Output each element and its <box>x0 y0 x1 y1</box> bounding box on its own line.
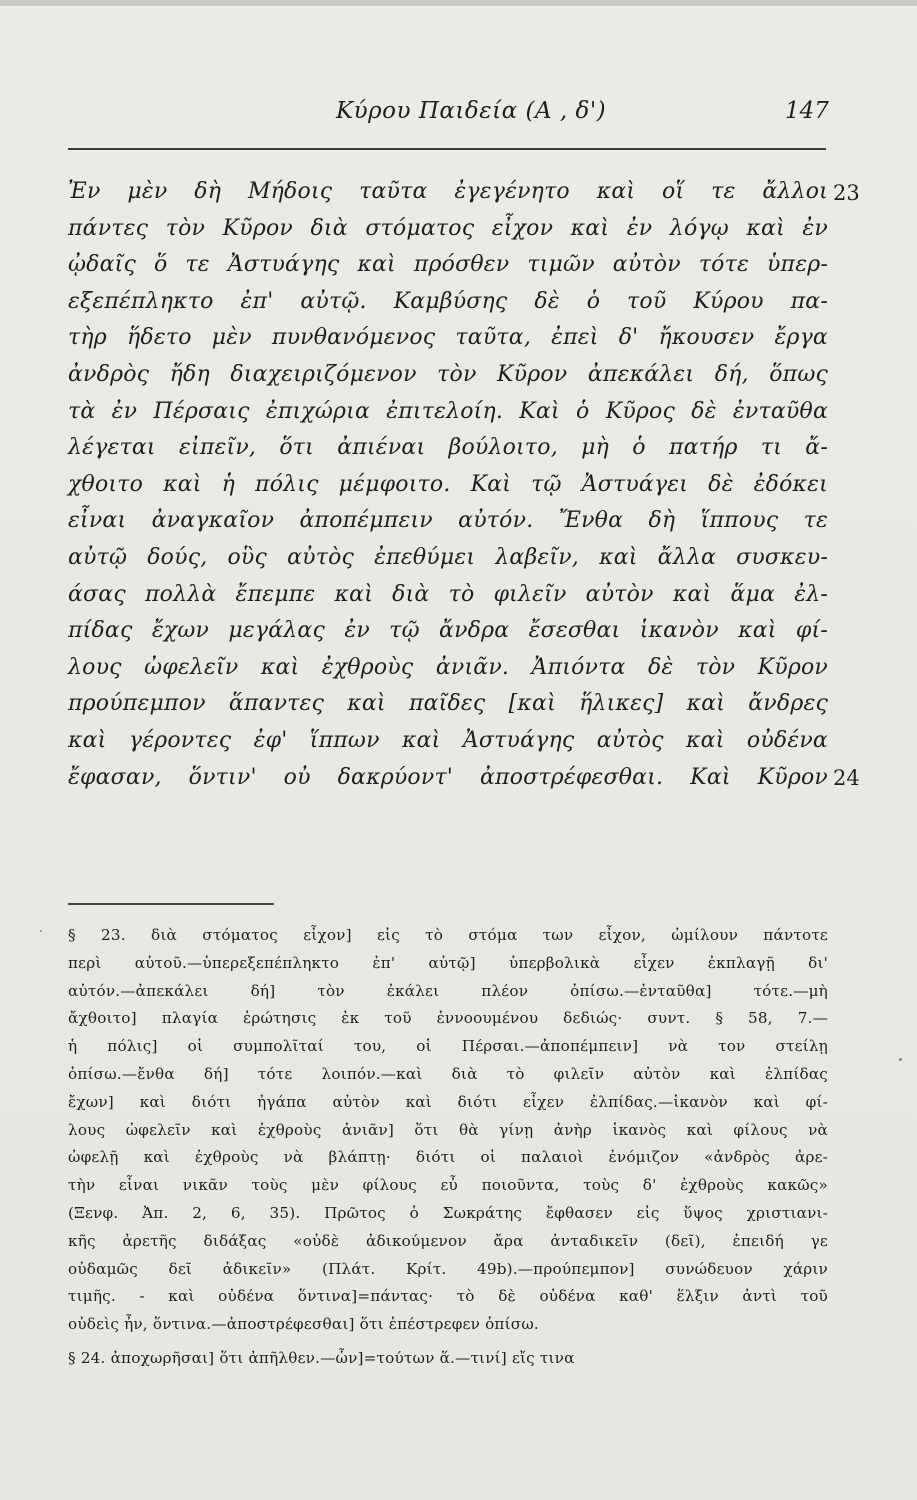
text-line: αὐτῷ δούς, οὓς αὐτὸς ἐπεθύμει λαβεῖν, καὶ ἄλλα συσκευ- <box>68 544 828 570</box>
footnote-line: αὐτόν.—ἀπεκάλει δή] τὸν ἐκάλει πλέον ὀπίσω.—ἐνταῦθα] τότε.—μὴ <box>68 981 828 1000</box>
running-title: Κύρου Παιδεία (Α , δ') <box>336 98 607 124</box>
footnote-line: ἔχων] καὶ διότι ἠγάπα αὐτὸν καὶ διότι εἶχεν ἐλπίδας.—ἱκανὸν καὶ φί- <box>68 1092 828 1111</box>
footnote-line: τὴν εἶναι νικᾶν τοὺς μὲν φίλους εὖ ποιοῦντα, τοὺς δ' ἐχθροὺς κακῶς» <box>68 1176 828 1195</box>
footnote-line: § 23. διὰ στόματος εἶχον] εἰς τὸ στόμα των εἶχον, ὡμίλουν πάντοτε <box>68 926 828 944</box>
text-line: άσας πολλὰ ἔπεμπε καὶ διὰ τὸ φιλεῖν αὐτὸν καὶ ἅμα ἐλ- <box>68 581 828 607</box>
footnote-line: ἡ πόλις] οἱ συμπολῖταί του, οἱ Πέρσαι.—ἀποπέμπειν] νὰ τον στείλῃ <box>68 1037 828 1056</box>
footnotes <box>68 922 828 1373</box>
footnote-line: οὐδαμῶς δεῖ ἀδικεῖν» (Πλάτ. Κρίτ. 49b).—προύπεμπον] συνώδευον χάριν <box>68 1259 828 1278</box>
text-line: πίδας ἔχων μεγάλας ἐν τῷ ἄνδρα ἔσεσθαι ἱκανὸν καὶ φί- <box>68 618 828 644</box>
text-line: Ἐν μὲν δὴ Μήδοις ταῦτα ἐγεγένητο καὶ οἵ τε ἄλλοι <box>68 179 828 204</box>
footnote-line: λους ὠφελεῖν καὶ ἐχθροὺς ἀνιᾶν] ὅτι θὰ γίνῃ ἀνὴρ ἱκανὸς καὶ φίλους νὰ <box>68 1120 828 1139</box>
footnote-line: κῆς ἀρετῆς διδάξας «οὐδὲ ἀδικούμενον ἄρα ἀνταδικεῖν (δεῖ), ἐπειδή γε <box>68 1231 828 1250</box>
footnote-line: § 24. ἀποχωρῆσαι] ὅτι ἀπῆλθεν.—ὧν]=τούτων ἅ.—τινί] εἴς τινα <box>68 1348 575 1367</box>
footnote-line: ὠφελῇ καὶ ἐχθροὺς νὰ βλάπτῃ· διότι οἱ παλαιοὶ ἐνόμιζον «ἀνδρὸς ἀρε- <box>68 1148 828 1167</box>
footnote-line: ἄχθοιτο] πλαγία ἐρώτησις ἐκ τοῦ ἐννοουμένου δεδιώς· συντ. § 58, 7.— <box>68 1009 828 1028</box>
text-line: καὶ γέροντες ἐφ' ἵππων καὶ Ἀστυάγης αὐτὸς καὶ οὐδένα <box>68 727 828 753</box>
section-number-23: 23 <box>833 181 860 205</box>
page-top-edge <box>0 0 917 6</box>
page-number: 147 <box>785 98 829 124</box>
main-text <box>68 174 828 796</box>
footnote-line: τιμῆς. - καὶ οὐδένα ὅντινα]=πάντας· τὸ δὲ οὐδένα καθ' ἕλξιν ἀντὶ τοῦ <box>68 1287 828 1306</box>
text-line: προύπεμπον ἅπαντες καὶ παῖδες [καὶ ἥλικες] καὶ ἄνδρες <box>68 691 828 717</box>
footnote-rule <box>68 903 274 905</box>
text-line: λους ὠφελεῖν καὶ ἐχθροὺς ἀνιᾶν. Ἀπιόντα δὲ τὸν Κῦρον <box>68 654 828 680</box>
text-line: λέγεται εἰπεῖν, ὅτι ἀπιέναι βούλοιτο, μὴ ὁ πατήρ τι ἄ- <box>68 435 828 461</box>
text-line: χθοιτο καὶ ἡ πόλις μέμφοιτο. Καὶ τῷ Ἀστυάγει δὲ ἐδόκει <box>68 471 828 497</box>
text-line: τὴρ ἥδετο μὲν πυνθανόμενος ταῦτα, ἐπεὶ δ' ἤκουσεν ἔργα <box>68 325 828 351</box>
footnote-line: ὀπίσω.—ἔνθα δή] τότε λοιπόν.—καὶ διὰ τὸ φιλεῖν αὐτὸν καὶ ἐλπίδας <box>68 1064 828 1083</box>
section-number-24: 24 <box>833 766 860 790</box>
text-line: εἶναι ἀναγκαῖον ἀποπέμπειν αὐτόν. Ἔνθα δὴ ἵππους τε <box>68 508 828 534</box>
text-line: πάντες τὸν Κῦρον διὰ στόματος εἶχον καὶ ἐν λόγῳ καὶ ἐν <box>68 215 828 241</box>
text-line: ᾠδαῖς ὅ τε Ἀστυάγης καὶ πρόσθεν τιμῶν αὐτὸν τότε ὑπερ- <box>68 252 828 278</box>
text-line: εξεπέπληκτο ἐπ' αὐτῷ. Καμβύσης δὲ ὁ τοῦ Κύρου πα- <box>68 288 828 314</box>
paper-speck <box>40 930 42 932</box>
text-line: ἀνδρὸς ἤδη διαχειριζόμενον τὸν Κῦρον ἀπεκάλει δή, ὅπως <box>68 361 828 387</box>
footnote-line: περὶ αὐτοῦ.—ὑπερεξεπέπληκτο ἐπ' αὐτῷ] ὑπερβολικὰ εἶχεν ἐκπλαγῇ δι' <box>68 953 828 972</box>
text-line: τὰ ἐν Πέρσαις ἐπιχώρια ἐπιτελοίη. Καὶ ὁ Κῦρος δὲ ἐνταῦθα <box>68 398 828 424</box>
page-header <box>0 98 917 138</box>
footnote-line: (Ξενφ. Ἀπ. 2, 6, 35). Πρῶτος ὁ Σωκράτης ἔφθασεν εἰς ὕψος χριστιανι- <box>68 1203 828 1222</box>
paper-speck <box>899 1058 902 1061</box>
header-rule <box>68 148 826 150</box>
text-line: ἔφασαν, ὅντιν' οὐ δακρύοντ' ἀποστρέφεσθαι. Καὶ Κῦρον <box>68 764 828 790</box>
footnote-line: οὐδεὶς ἦν, ὅντινα.—ἀποστρέφεσθαι] ὅτι ἐπέστρεφεν ὀπίσω. <box>68 1315 539 1334</box>
